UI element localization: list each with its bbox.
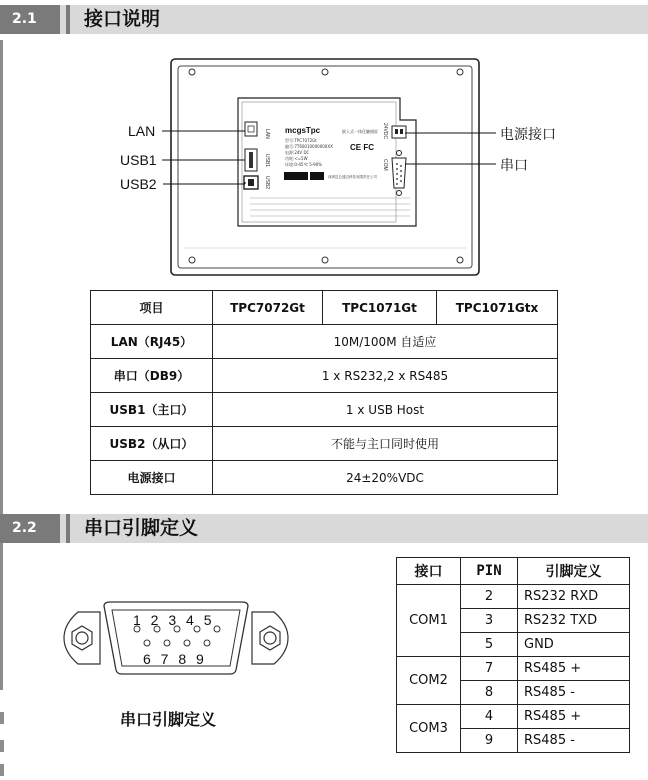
panel-port-label: USB1: [264, 154, 270, 168]
table-row: [91, 393, 558, 427]
pin-number-cell: 4: [461, 705, 518, 729]
pin-def-cell: RS485 +: [518, 657, 630, 681]
table-header-cell: TPC7072Gt: [213, 291, 323, 325]
section-title: 接口说明: [84, 8, 161, 30]
pin-number-cell: 2: [461, 585, 518, 609]
table-row-value: 不能与主口同时使用: [213, 427, 558, 461]
table-row: [91, 359, 558, 393]
left-margin-marker: [0, 712, 4, 724]
section-title: 串口引脚定义: [84, 517, 199, 539]
panel-info-line: 编号:7T60010000000XX: [285, 144, 333, 149]
pin-def-cell: GND: [518, 633, 630, 657]
table-row: [91, 325, 558, 359]
connector-caption: 串口引脚定义: [120, 710, 217, 729]
pin-number-cell: 5: [461, 633, 518, 657]
callout-usb1: USB1: [120, 152, 157, 168]
pin-def-cell: RS485 -: [518, 729, 630, 753]
table-row: [397, 585, 630, 609]
table-header-cell: PIN: [461, 558, 518, 585]
table-row-item: 电源接口: [91, 461, 213, 495]
panel-info-line: 型号:TPC7072Gt: [285, 138, 317, 143]
table-row: [397, 705, 630, 729]
callout-usb2: USB2: [120, 176, 157, 192]
ce-fc-mark: CE FC: [350, 143, 374, 152]
table-header-cell: TPC1071Gtx: [437, 291, 558, 325]
table-row-item: USB2（从口）: [91, 427, 213, 461]
table-header-row: [91, 291, 558, 325]
table-header-cell: TPC1071Gt: [323, 291, 437, 325]
pin-definition-table: [396, 557, 630, 753]
pin-numbers-bottom: 6 7 8 9: [143, 651, 207, 667]
table-header-cell: 项目: [91, 291, 213, 325]
table-row-value: 24±20%VDC: [213, 461, 558, 495]
com-port-cell: COM2: [397, 657, 461, 705]
com-port-cell: COM3: [397, 705, 461, 753]
table-row-value: 10M/100M 自适应: [213, 325, 558, 359]
pin-def-cell: RS485 +: [518, 705, 630, 729]
left-margin-rule-2: [0, 540, 3, 690]
panel-port-label: USB2: [264, 176, 270, 190]
section-header-2-2: [0, 514, 648, 543]
table-row-item: LAN（RJ45）: [91, 325, 213, 359]
com-port-cell: COM1: [397, 585, 461, 657]
table-row-value: 1 x RS232,2 x RS485: [213, 359, 558, 393]
table-header-cell: 接口: [397, 558, 461, 585]
callout-lan: LAN: [128, 123, 156, 139]
pin-number-cell: 9: [461, 729, 518, 753]
left-margin-marker: [0, 764, 4, 776]
left-margin-marker: [0, 740, 4, 752]
panel-info-line: 电源:24V DC: [285, 150, 310, 155]
table-row: [91, 461, 558, 495]
header-accent-bar: [66, 514, 70, 543]
table-row-value: 1 x USB Host: [213, 393, 558, 427]
callout-serial: 串口: [500, 158, 528, 174]
pin-numbers-top: 1 2 3 4 5: [133, 612, 215, 628]
table-header-row: [397, 558, 630, 585]
table-row: [397, 657, 630, 681]
pin-number-cell: 3: [461, 609, 518, 633]
panel-port-label: LAN: [264, 129, 270, 139]
panel-port-label: 24VDC: [382, 123, 388, 140]
panel-logo: mcgsTpc: [285, 126, 321, 135]
callout-lines: [0, 0, 648, 300]
pin-number-cell: 8: [461, 681, 518, 705]
table-header-cell: 引脚定义: [518, 558, 630, 585]
table-row-item: 串口（DB9）: [91, 359, 213, 393]
table-row-item: USB1（主口）: [91, 393, 213, 427]
callout-power: 电源接口: [500, 127, 556, 143]
panel-info-line: 功耗:<=5W: [285, 156, 308, 161]
panel-subtitle: 嵌入式一体化触摸屏: [342, 129, 378, 134]
pin-def-cell: RS485 -: [518, 681, 630, 705]
panel-maker: 深圳昆仑通态科技有限责任公司: [328, 175, 377, 179]
panel-info-line: 环境:0-45℃ 5-90%: [285, 162, 323, 167]
pin-def-cell: RS232 TXD: [518, 609, 630, 633]
pin-number-cell: 7: [461, 657, 518, 681]
section-number: 2.1: [0, 5, 60, 34]
panel-port-label: COM: [382, 159, 388, 171]
pin-def-cell: RS232 RXD: [518, 585, 630, 609]
table-row: [91, 427, 558, 461]
interface-spec-table: [90, 290, 558, 495]
section-number: 2.2: [0, 514, 60, 543]
